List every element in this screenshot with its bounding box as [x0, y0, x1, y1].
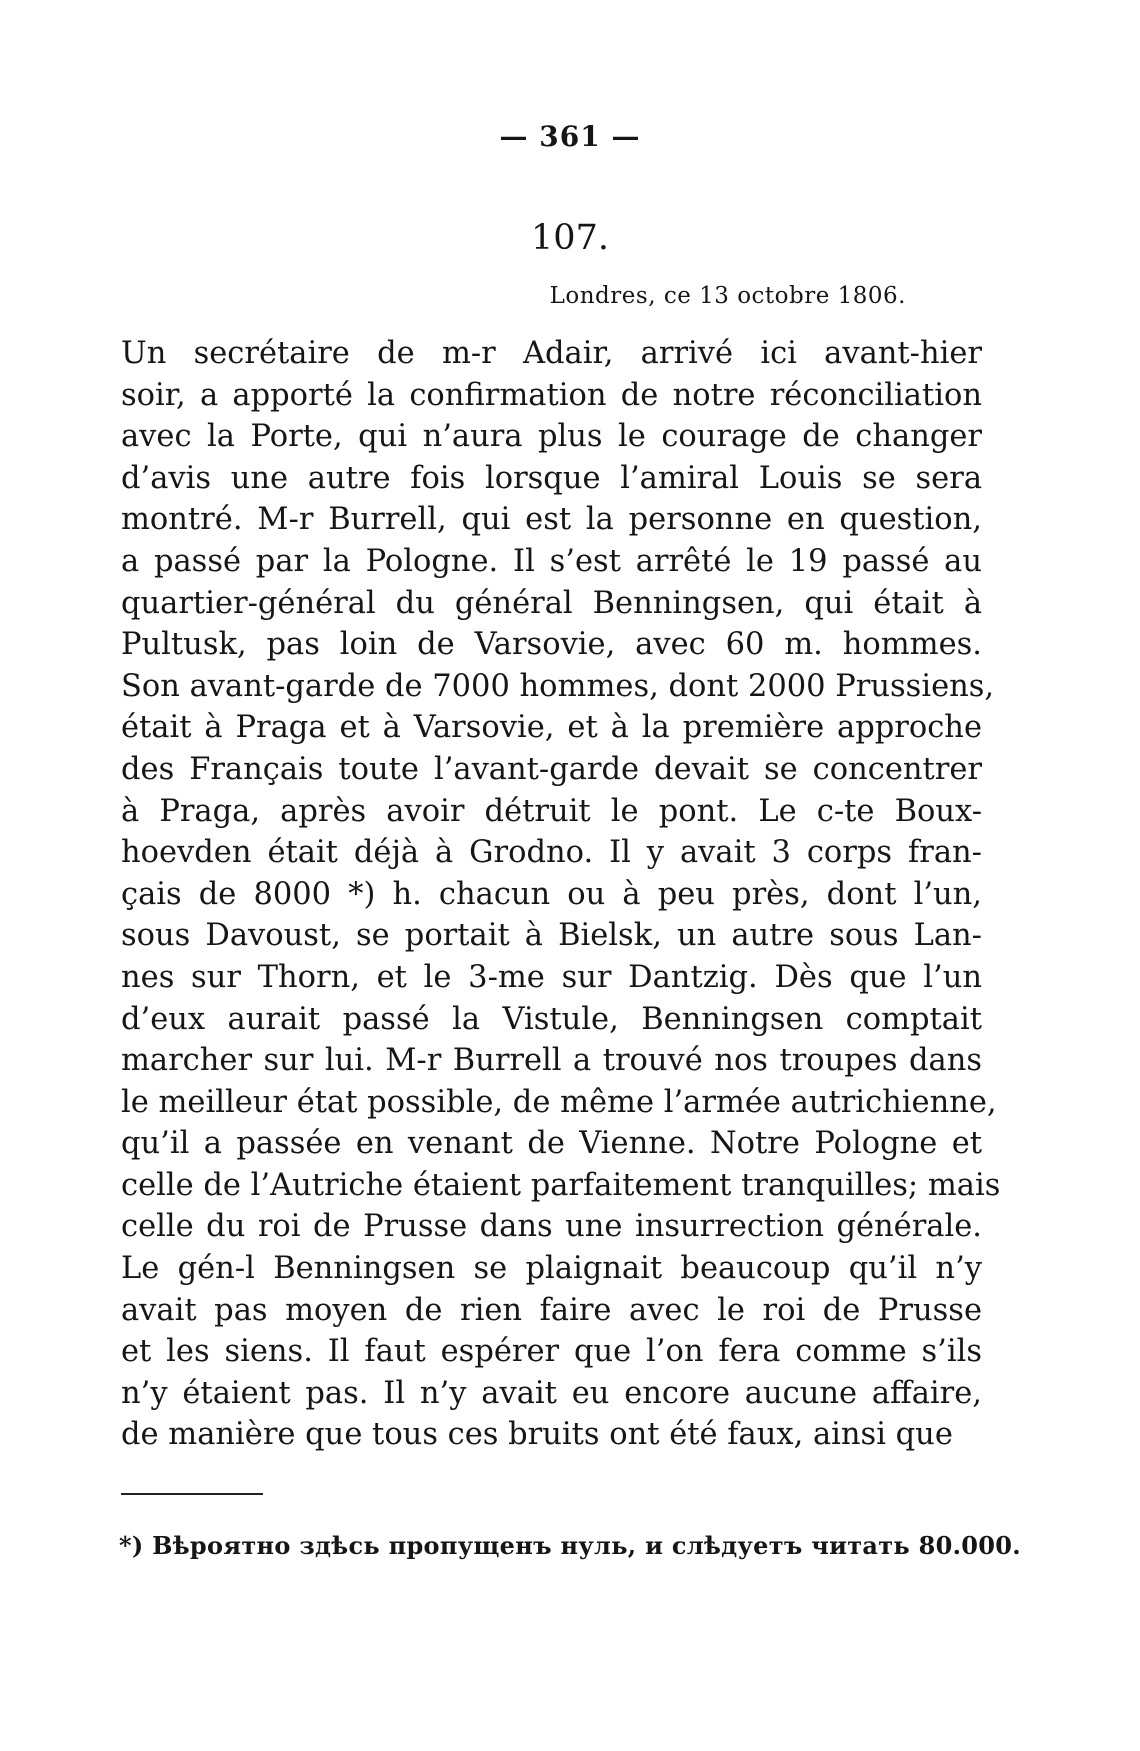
body-line: Pultusk, pas loin de Varsovie, avec 60 m. hommes.	[121, 627, 982, 663]
body-line: Le gén-l Benningsen se plaignait beaucoup qu’il n’y	[121, 1251, 982, 1287]
body-line: à Praga, après avoir détruit le pont. Le c-te Boux-	[121, 793, 982, 829]
body-line: celle de l’Autriche étaient parfaitement tranquilles; mais	[121, 1167, 1001, 1203]
body-line: le meilleur état possible, de même l’armée autrichienne,	[121, 1084, 997, 1120]
body-line: n’y étaient pas. Il n’y avait eu encore aucune affaire,	[121, 1375, 982, 1411]
dateline: Londres, ce 13 octobre 1806.	[549, 283, 906, 309]
body-line: a passé par la Pologne. Il s’est arrêté le 19 passé au	[121, 543, 982, 579]
body-line: avait pas moyen de rien faire avec le roi de Prusse	[121, 1292, 982, 1328]
body-line: avec la Porte, qui n’aura plus le courage de changer	[121, 419, 982, 455]
body-line: quartier-général du général Benningsen, qui était à	[121, 585, 982, 621]
body-line: Son avant-garde de 7000 hommes, dont 2000 Prussiens,	[121, 668, 995, 704]
body-line: qu’il a passée en venant de Vienne. Notre Pologne et	[121, 1126, 982, 1162]
body-line: et les siens. Il faut espérer que l’on fera comme s’ils	[121, 1334, 982, 1370]
letter-body	[121, 333, 1001, 1456]
body-line: soir, a apporté la confirmation de notre réconciliation	[121, 377, 982, 413]
body-line: çais de 8000 *) h. chacun ou à peu près, dont l’un,	[121, 876, 982, 912]
body-line: montré. M-r Burrell, qui est la personne en question,	[121, 502, 982, 538]
body-line: celle du roi de Prusse dans une insurrection générale.	[121, 1209, 982, 1245]
body-line: d’avis une autre fois lorsque l’amiral Louis se sera	[121, 460, 982, 496]
body-line: nes sur Thorn, et le 3-me sur Dantzig. Dès que l’un	[121, 959, 982, 995]
body-line: des Français toute l’avant-garde devait se concentrer	[121, 751, 982, 787]
body-line: hoevden était déjà à Grodno. Il y avait 3 corps fran-	[121, 835, 982, 871]
footnote: *) Вѣроятно здѣсь пропущенъ нуль, и слѣдуетъ читать 80.000.	[119, 1531, 1021, 1560]
body-line: Un secrétaire de m-r Adair, arrivé ici avant-hier	[121, 336, 982, 371]
body-line: d’eux aurait passé la Vistule, Benningsen comptait	[121, 1001, 982, 1037]
footnote-rule	[121, 1493, 263, 1495]
body-line: de manière que tous ces bruits ont été faux, ainsi que	[121, 1417, 953, 1453]
body-line: sous Davoust, se portait à Bielsk, un autre sous Lan-	[121, 918, 982, 954]
letter-number: 107.	[531, 218, 609, 258]
body-line: était à Praga et à Varsovie, et à la première approche	[121, 710, 982, 746]
body-line: marcher sur lui. M-r Burrell a trouvé nos troupes dans	[121, 1043, 982, 1079]
page-number: — 361 —	[499, 120, 641, 153]
